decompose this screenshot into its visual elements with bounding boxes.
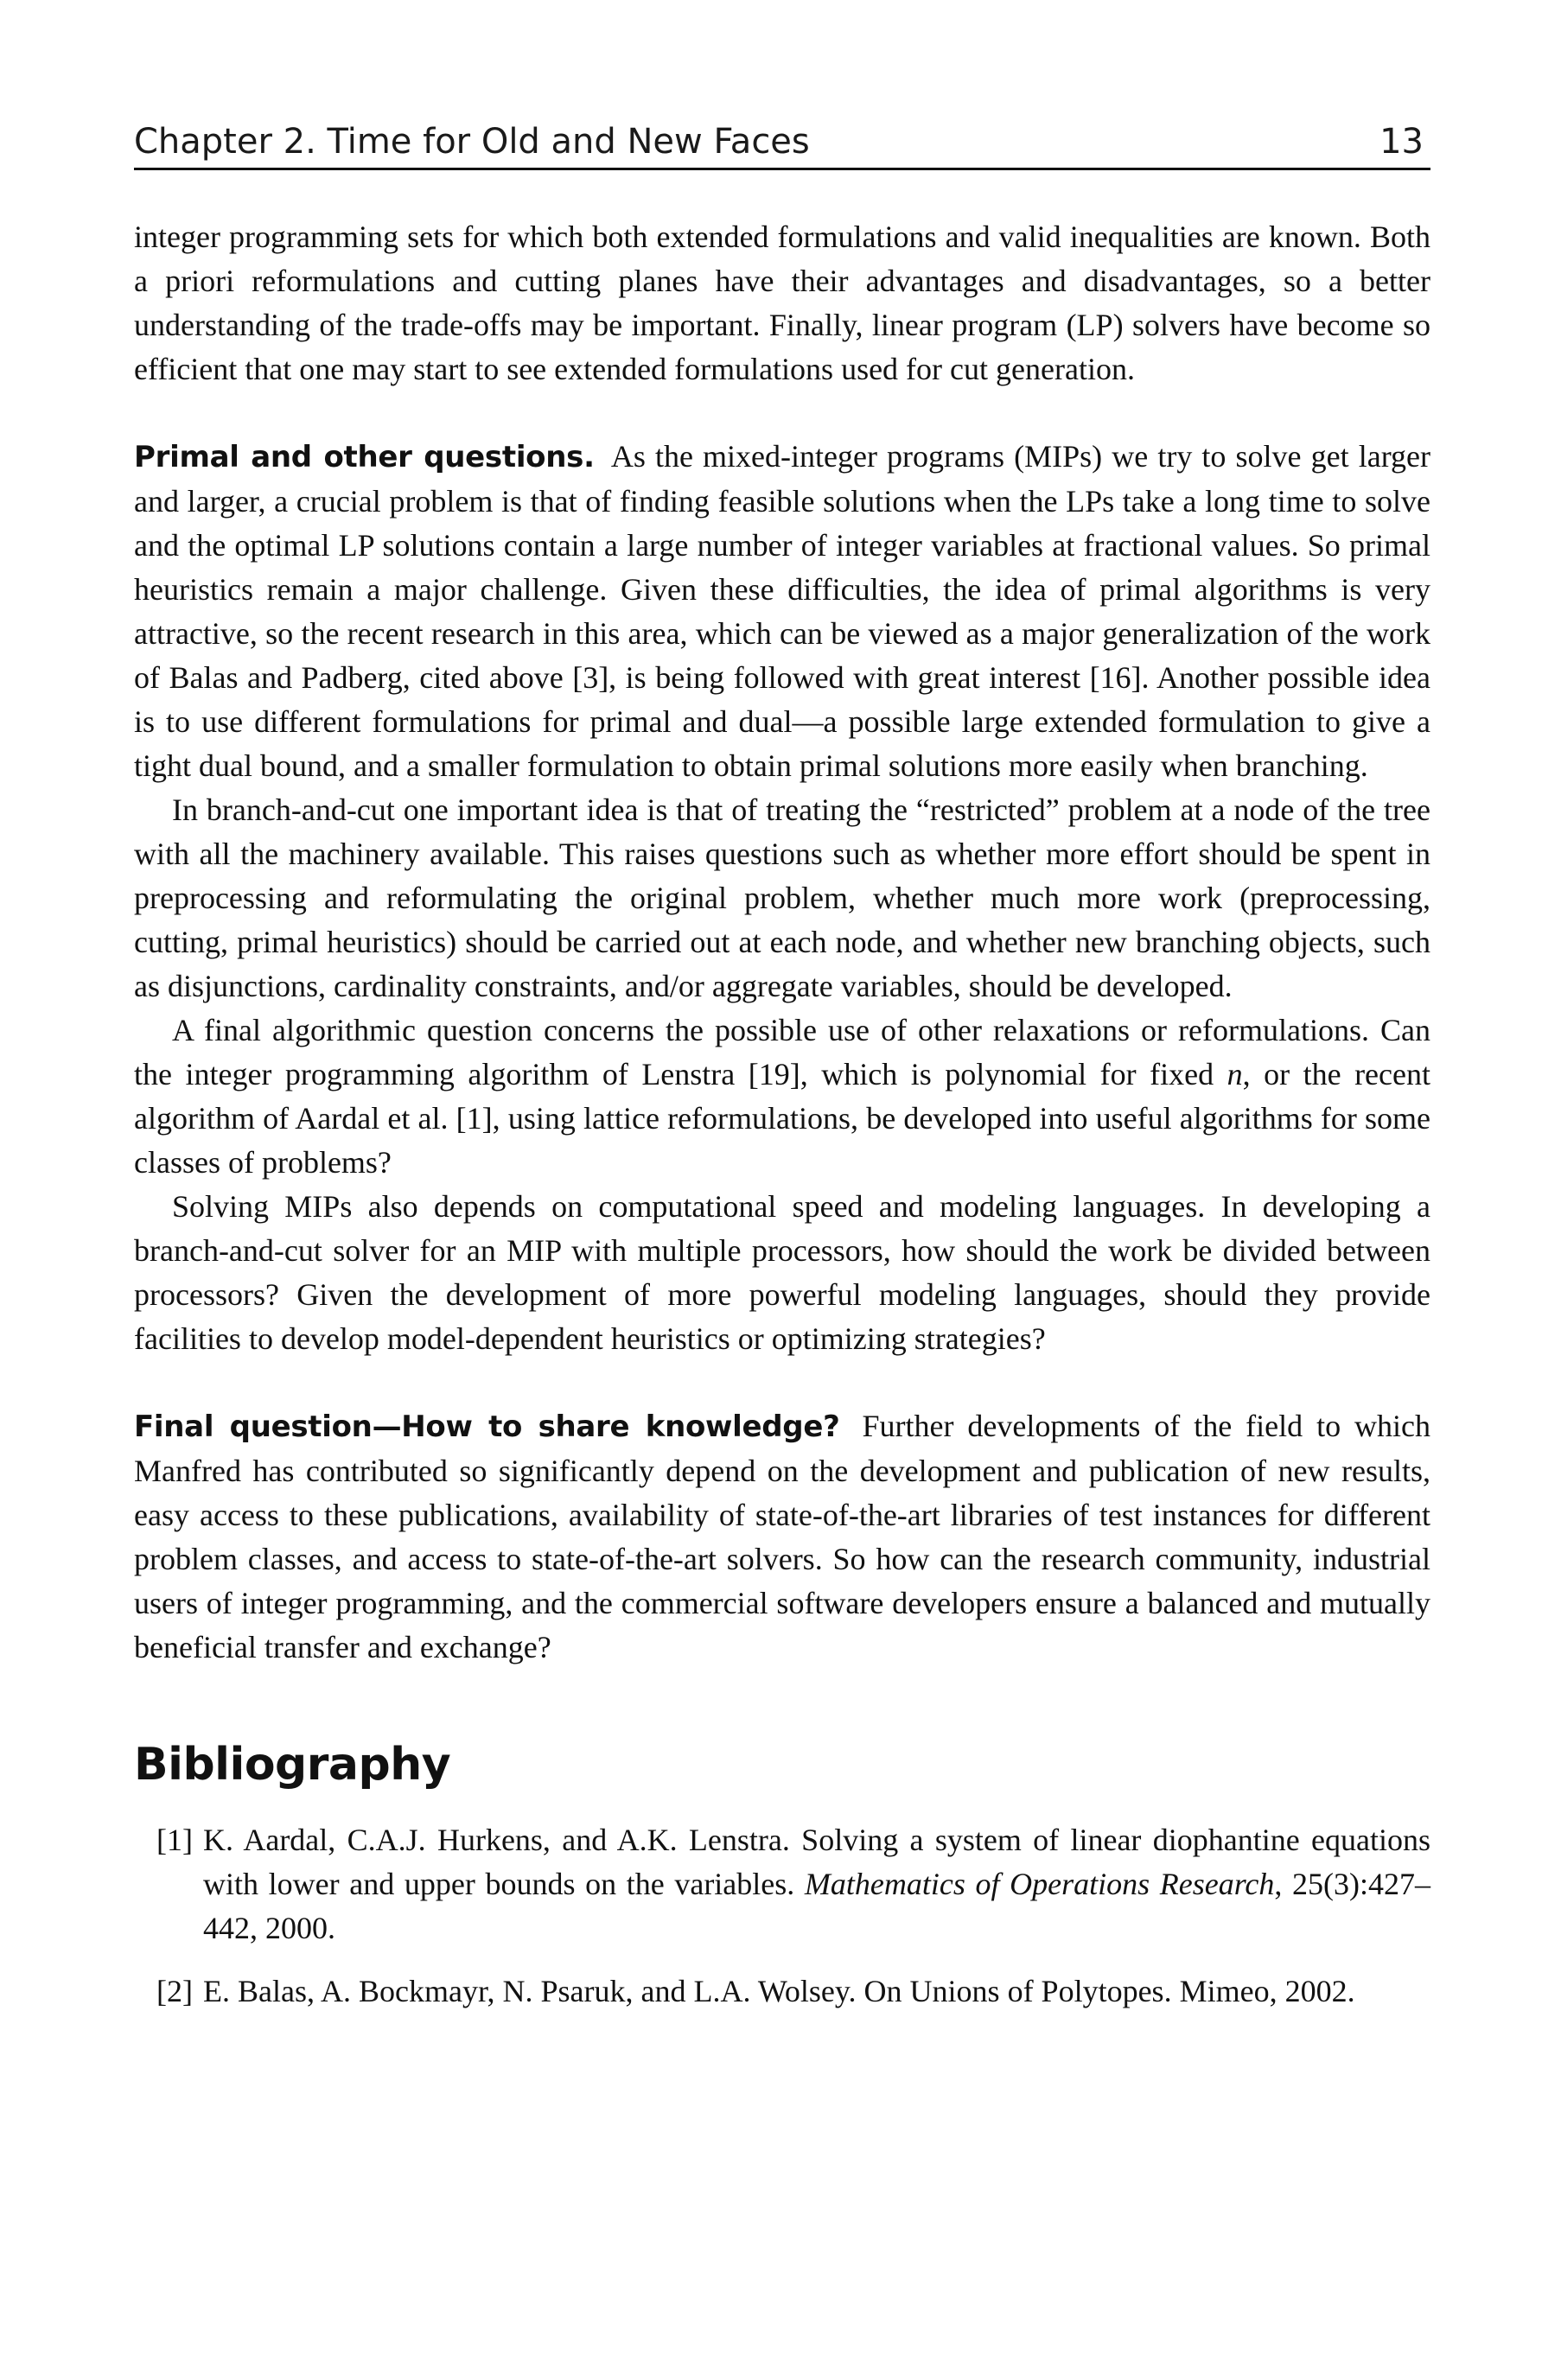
paragraph-solving-mips <box>134 1185 1430 1361</box>
running-header <box>134 121 1430 170</box>
paragraph-primal-questions <box>134 435 1430 788</box>
reference-volume-year: , 25(3):427–442, 2000. <box>203 1867 1430 1945</box>
bibliography-heading: Bibliography <box>134 1739 451 1791</box>
reference-authors-title: K. Aardal, C.A.J. Hurkens, and A.K. Lenstra. Solving a system of linear diophantine equations with lower and upper bounds on the variables. <box>203 1823 1430 1901</box>
paragraph-branch-and-cut <box>134 788 1430 1009</box>
reference-journal: Mathematics of Operations Research <box>804 1867 1275 1901</box>
reference-text <box>203 1818 1430 1950</box>
body-text <box>134 215 1430 1670</box>
reference-label: [2] <box>156 1974 193 2008</box>
reference-list <box>134 1818 1430 2014</box>
paragraph-text: , or the recent algorithm of Aardal et al. [1], using lattice reformulations, be developed into useful algorithms for some classes of problems? <box>134 1057 1430 1180</box>
runin-heading-final: Final question—How to share knowledge? <box>134 1410 840 1444</box>
paragraph-text: As the mixed-integer programs (MIPs) we try to solve get larger and larger, a crucial problem is that of finding feasible solutions when the LPs take a long time to solve and the optimal LP solutions contain a large number of integer variables at fractional values. So primal heuristics remain a major challenge. Given these difficulties, the idea of primal algorithms is very attractive, so the recent research in this area, which can be viewed as a major generalization of the work of Balas and Padberg, cited above [3], is being followed with great interest [16]. Another possible idea is to use different formulations for primal and dual—a possible large extended formulation to give a tight dual bound, and a smaller formulation to obtain primal solutions more easily when branching. <box>134 439 1431 783</box>
paragraph-text: In branch-and-cut one important idea is that of treating the “restricted” problem at a node of the tree with all the machinery available. This raises questions such as whether more effort should be spent in preprocessing and reformulating the original problem, whether much more work (preprocessing, cutting, primal heuristics) should be carried out at each node, and whether new branching objects, such as disjunctions, cardinality constraints, and/or aggregate variables, should be developed. <box>134 792 1430 1003</box>
paragraph-text: integer programming sets for which both extended formulations and valid inequalities are known. Both a priori reformulations and cutting planes have their advantages and disadvantages, so a better understanding of the trade-offs may be important. Finally, linear program (LP) solvers have become so efficient that one may start to see extended formulations used for cut generation. <box>134 220 1430 386</box>
page-number: 13 <box>1379 122 1424 162</box>
paragraph-algorithmic-question <box>134 1009 1430 1185</box>
paragraph-final-question <box>134 1404 1430 1670</box>
paragraph-text: Further developments of the field to which Manfred has contributed so significantly depend on the development and publication of new results, easy access to these publications, availability of state-of-the-art libraries of test instances for different problem classes, and access to state-of-the-art solvers. So how can the research community, industrial users of integer programming, and the commercial software developers ensure a balanced and mutually beneficial transfer and exchange? <box>134 1409 1431 1664</box>
paragraph-continued <box>134 215 1430 391</box>
paragraph-text: Solving MIPs also depends on computational speed and modeling languages. In developing a branch-and-cut solver for an MIP with multiple processors, how should the work be divided between processors? Given the development of more powerful modeling languages, should they provide facilities to develop model-dependent heuristics or optimizing strategies? <box>134 1189 1430 1356</box>
paragraph-text: A final algorithmic question concerns the possible use of other relaxations or reformulations. Can the integer programming algorithm of Lenstra [19], which is polynomial for fixed <box>134 1013 1430 1091</box>
reference-item <box>134 1970 1430 2014</box>
reference-item <box>134 1818 1430 1950</box>
runin-heading-primal: Primal and other questions. <box>134 440 595 474</box>
reference-text: E. Balas, A. Bockmayr, N. Psaruk, and L.A. Wolsey. On Unions of Polytopes. Mimeo, 2002. <box>203 1974 1355 2008</box>
reference-label: [1] <box>156 1823 193 1857</box>
running-title: Chapter 2. Time for Old and New Faces <box>134 122 810 162</box>
book-page <box>134 121 1430 2033</box>
math-variable-n: n <box>1226 1057 1243 1091</box>
